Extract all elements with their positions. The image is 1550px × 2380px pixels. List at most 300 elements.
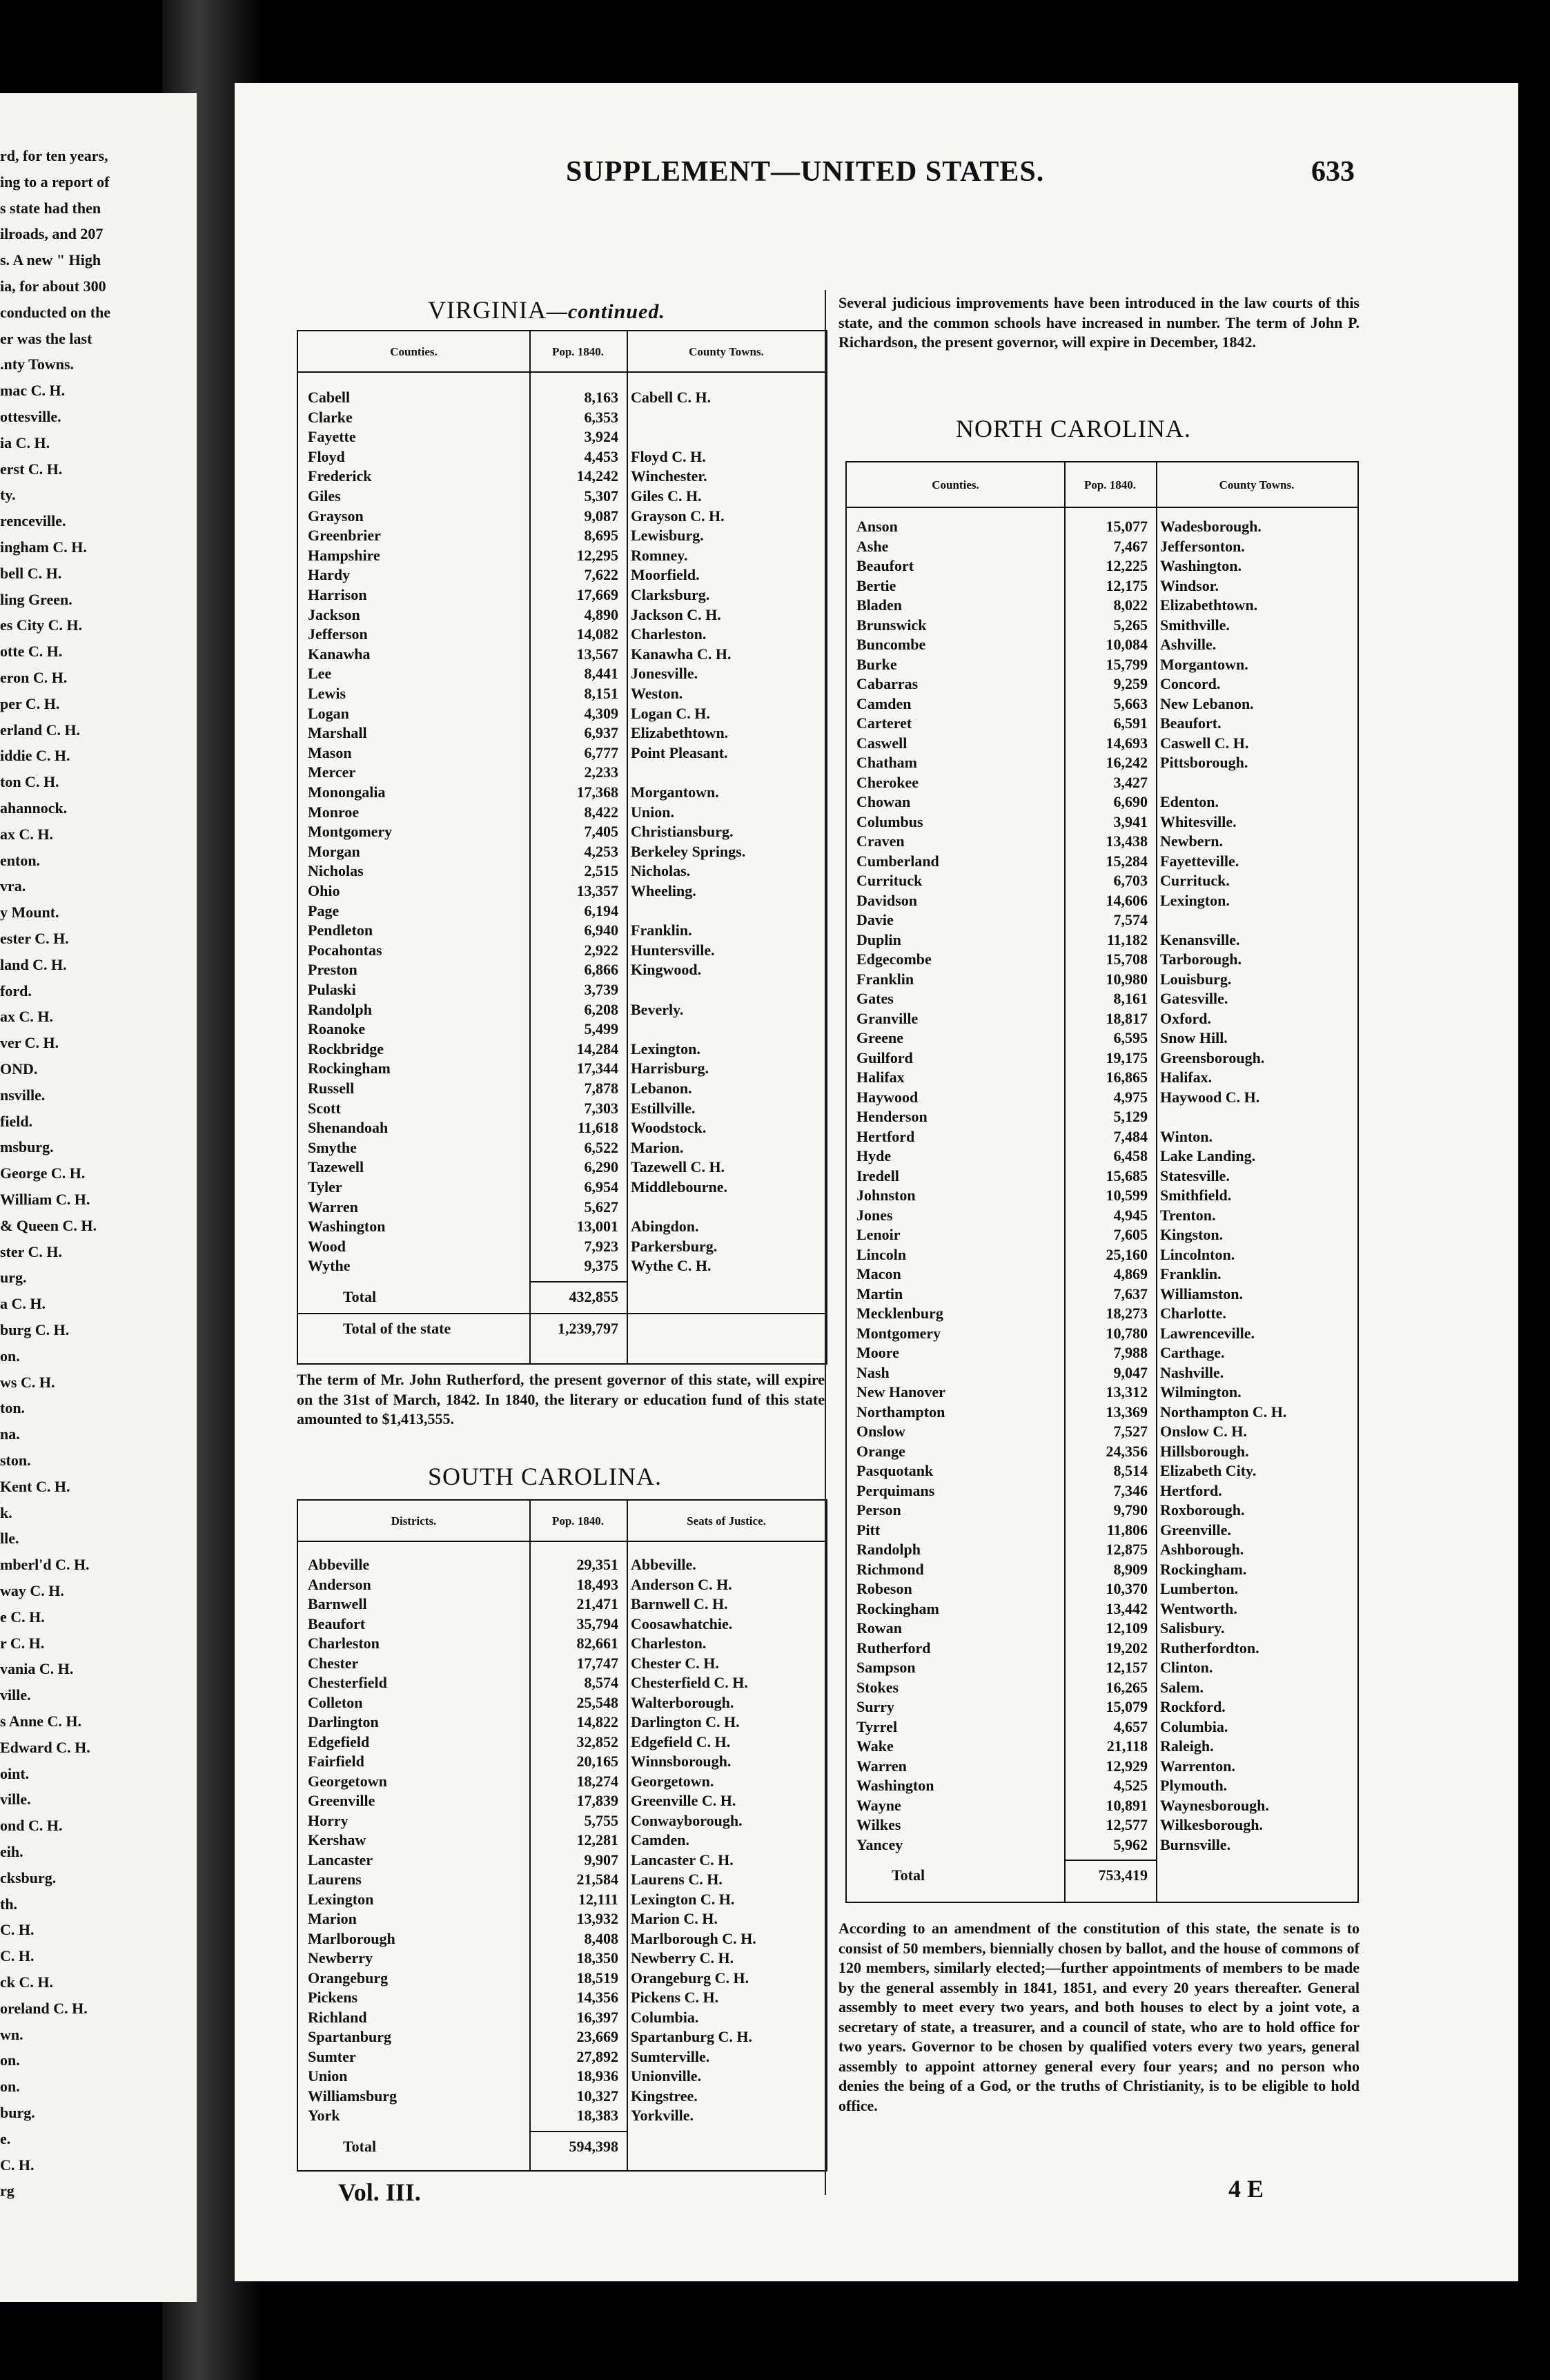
row-name: Bertie xyxy=(856,576,896,594)
row-town: Charleston. xyxy=(631,625,707,643)
row-name: Montgomery xyxy=(308,823,393,841)
row-town: Moorfield. xyxy=(631,566,700,584)
row-town: Marion. xyxy=(631,1138,684,1156)
row-town: Abbeville. xyxy=(631,1556,696,1573)
row-population: 13,357 xyxy=(576,882,618,899)
row-population: 6,290 xyxy=(584,1158,618,1176)
row-population: 23,669 xyxy=(576,2028,618,2045)
row-town: Rockingham. xyxy=(1160,1560,1247,1578)
row-town: Snow Hill. xyxy=(1160,1029,1228,1046)
row-town: Chesterfield C. H. xyxy=(631,1674,748,1691)
row-name: Greene xyxy=(856,1029,904,1046)
top-paragraph: Several judicious improvements have been introduced in the law courts of this state, and the common schools have increased in number. The term of John P. Richardson, the present governor, will expire in December, 1842. xyxy=(838,294,1360,351)
row-town: Winnsborough. xyxy=(631,1753,732,1770)
row-town: Camden. xyxy=(631,1831,689,1849)
row-name: Davidson xyxy=(856,891,918,909)
column-header: Districts. xyxy=(391,1514,437,1528)
virginia-continued: —continued. xyxy=(546,300,665,323)
row-town: Williamston. xyxy=(1160,1285,1244,1303)
row-name: Cherokee xyxy=(856,773,919,791)
row-name: Yancey xyxy=(856,1835,903,1853)
row-town: Salisbury. xyxy=(1160,1619,1225,1637)
prev-page-line: ford. xyxy=(0,982,32,999)
row-name: Lenoir xyxy=(856,1226,901,1243)
prev-page-line: ver C. H. xyxy=(0,1034,59,1052)
row-name: Camden xyxy=(856,694,912,712)
row-population: 12,157 xyxy=(1106,1659,1148,1676)
row-name: Marshall xyxy=(308,724,367,742)
prev-page-line: ton C. H. xyxy=(0,773,59,791)
row-name: Bladen xyxy=(856,596,903,614)
row-town: Union. xyxy=(631,803,674,821)
prev-page-line: msburg. xyxy=(0,1138,54,1156)
row-town: Wheeling. xyxy=(631,882,696,899)
row-population: 13,001 xyxy=(576,1218,618,1236)
row-name: Jackson xyxy=(308,605,360,623)
row-name: Clarke xyxy=(308,408,353,426)
row-town: Halifax. xyxy=(1160,1069,1213,1086)
row-name: Sampson xyxy=(856,1659,916,1676)
total-label: Total xyxy=(343,1288,377,1305)
row-town: Caswell C. H. xyxy=(1160,734,1249,752)
row-population: 10,084 xyxy=(1106,636,1148,653)
prev-page-line: land C. H. xyxy=(0,955,67,973)
row-town: Walterborough. xyxy=(631,1693,734,1711)
row-town: Winchester. xyxy=(631,467,707,485)
row-name: Lincoln xyxy=(856,1245,907,1263)
row-town: Abingdon. xyxy=(631,1218,699,1236)
prev-page-line: urg. xyxy=(0,1269,27,1287)
row-name: Hardy xyxy=(308,566,351,584)
prev-page-line: renceville. xyxy=(0,512,66,530)
prev-page-line: C. H. xyxy=(0,1947,35,1965)
row-name: Marion xyxy=(308,1910,357,1927)
row-name: Rockbridge xyxy=(308,1040,384,1057)
row-population: 6,194 xyxy=(584,901,618,919)
prev-page-line: mberl'd C. H. xyxy=(0,1556,90,1574)
row-town: Charleston. xyxy=(631,1635,707,1652)
prev-page-line: r C. H. xyxy=(0,1634,45,1652)
row-town: Lumberton. xyxy=(1160,1580,1239,1597)
row-name: Colleton xyxy=(308,1693,363,1711)
row-name: Chesterfield xyxy=(308,1674,387,1691)
running-head: SUPPLEMENT—UNITED STATES. xyxy=(566,156,1045,188)
row-town: Newbern. xyxy=(1160,832,1224,850)
row-name: Currituck xyxy=(856,872,923,889)
row-town: Haywood C. H. xyxy=(1160,1088,1260,1106)
signature-mark: 4 E xyxy=(1228,2175,1264,2203)
row-town: Onslow C. H. xyxy=(1160,1423,1247,1440)
row-town: Berkeley Springs. xyxy=(631,842,746,860)
row-population: 6,940 xyxy=(584,921,618,939)
row-name: Kanawha xyxy=(308,645,371,663)
row-population: 12,577 xyxy=(1106,1816,1148,1833)
row-town: Greenville C. H. xyxy=(631,1792,736,1809)
row-population: 6,595 xyxy=(1113,1029,1148,1046)
row-town: Northampton C. H. xyxy=(1160,1403,1287,1421)
column-header: County Towns. xyxy=(689,345,764,358)
prev-page-line: e. xyxy=(0,2129,11,2147)
row-population: 12,111 xyxy=(578,1890,618,1908)
row-name: Chatham xyxy=(856,754,918,771)
row-town: Fayetteville. xyxy=(1160,852,1239,870)
row-population: 19,202 xyxy=(1106,1639,1148,1657)
row-town: Smithfield. xyxy=(1160,1187,1232,1204)
row-population: 8,151 xyxy=(584,685,618,702)
row-town: Edgefield C. H. xyxy=(631,1733,731,1750)
row-town: Jeffersonton. xyxy=(1160,537,1245,555)
row-population: 12,175 xyxy=(1106,576,1148,594)
row-town: Huntersville. xyxy=(631,941,715,959)
row-town: Salem. xyxy=(1160,1678,1204,1696)
row-population: 6,937 xyxy=(584,724,618,742)
row-name: Guilford xyxy=(856,1048,913,1066)
prev-page-line: way C. H. xyxy=(0,1582,64,1599)
row-name: Rockingham xyxy=(856,1599,939,1617)
row-name: Carteret xyxy=(856,714,912,732)
column-header: Seats of Justice. xyxy=(687,1514,766,1528)
row-name: Williamsburg xyxy=(308,2087,398,2105)
row-population: 8,161 xyxy=(1113,990,1148,1007)
row-population: 32,852 xyxy=(576,1733,618,1750)
prev-page-line: enton. xyxy=(0,851,41,869)
row-name: Darlington xyxy=(308,1713,379,1730)
row-population: 7,527 xyxy=(1113,1423,1148,1440)
row-population: 8,909 xyxy=(1113,1560,1148,1578)
total-rule xyxy=(529,2131,627,2132)
row-population: 10,599 xyxy=(1106,1187,1148,1204)
row-population: 3,924 xyxy=(584,428,618,446)
total-rule xyxy=(529,1281,627,1282)
row-population: 5,962 xyxy=(1113,1835,1148,1853)
row-population: 7,574 xyxy=(1113,911,1148,928)
row-name: Page xyxy=(308,901,340,919)
prev-page-line: George C. H. xyxy=(0,1164,86,1182)
row-name: Pendleton xyxy=(308,921,373,939)
row-name: Monroe xyxy=(308,803,360,821)
row-name: Edgecombe xyxy=(856,950,932,968)
row-population: 4,309 xyxy=(584,704,618,722)
row-population: 11,182 xyxy=(1106,930,1148,948)
row-population: 5,499 xyxy=(584,1020,618,1038)
row-town: Grayson C. H. xyxy=(631,507,725,525)
row-town: Oxford. xyxy=(1160,1009,1211,1027)
prev-page-line: ia, for about 300 xyxy=(0,277,106,295)
row-town: Smithville. xyxy=(1160,616,1230,634)
row-name: Lancaster xyxy=(308,1851,373,1869)
row-town: Rutherfordton. xyxy=(1160,1639,1259,1657)
row-population: 18,936 xyxy=(576,2067,618,2085)
row-town: Barnwell C. H. xyxy=(631,1595,728,1612)
row-town: Currituck. xyxy=(1160,872,1230,889)
row-name: Hertford xyxy=(856,1127,915,1145)
row-population: 15,079 xyxy=(1106,1698,1148,1715)
south-carolina-table xyxy=(297,1499,827,2172)
row-town: Lancaster C. H. xyxy=(631,1851,734,1869)
row-name: Preston xyxy=(308,961,357,979)
row-population: 9,087 xyxy=(584,507,618,525)
row-name: Tyrrel xyxy=(856,1717,898,1735)
row-town: Nashville. xyxy=(1160,1363,1224,1381)
prev-page-line: field. xyxy=(0,1112,33,1130)
row-name: Washington xyxy=(308,1218,386,1236)
row-town: Clarksburg. xyxy=(631,586,710,603)
prev-page-line: Kent C. H. xyxy=(0,1477,70,1495)
row-name: Duplin xyxy=(856,930,901,948)
row-town: Winton. xyxy=(1160,1127,1213,1145)
row-population: 12,295 xyxy=(576,546,618,564)
prev-page-line: ing to a report of xyxy=(0,173,110,191)
prev-page-line: lle. xyxy=(0,1530,19,1548)
virginia-title-text: VIRGINIA xyxy=(428,296,547,324)
row-name: Orangeburg xyxy=(308,1969,389,1987)
row-town: Louisburg. xyxy=(1160,970,1232,988)
row-name: Greenville xyxy=(308,1792,375,1809)
prev-page-line: ahannock. xyxy=(0,799,68,817)
row-town: Beverly. xyxy=(631,1000,684,1018)
row-name: Cabarras xyxy=(856,675,919,692)
row-name: Tazewell xyxy=(308,1158,364,1176)
row-town: Carthage. xyxy=(1160,1344,1225,1361)
row-town: Lebanon. xyxy=(631,1080,692,1097)
row-name: Robeson xyxy=(856,1580,912,1597)
row-population: 3,739 xyxy=(584,981,618,998)
row-population: 5,129 xyxy=(1113,1108,1148,1125)
prev-page-line: th. xyxy=(0,1895,18,1913)
row-town: Raleigh. xyxy=(1160,1737,1214,1755)
prev-page-line: ling Green. xyxy=(0,590,72,608)
row-population: 7,878 xyxy=(584,1080,618,1097)
prev-page-line: conducted on the xyxy=(0,303,111,321)
row-town: Harrisburg. xyxy=(631,1060,709,1077)
row-population: 7,346 xyxy=(1113,1481,1148,1499)
row-population: 17,344 xyxy=(576,1060,618,1077)
row-name: Mecklenburg xyxy=(856,1305,943,1322)
prev-page-line: vania C. H. xyxy=(0,1660,74,1678)
prev-page-line: ottesville. xyxy=(0,408,61,425)
row-town: Georgetown. xyxy=(631,1772,714,1790)
row-town: Lexington C. H. xyxy=(631,1890,735,1908)
row-population: 8,514 xyxy=(1113,1462,1148,1479)
row-name: Anderson xyxy=(308,1575,371,1593)
row-population: 17,368 xyxy=(576,783,618,801)
prev-page-line: ton. xyxy=(0,1399,26,1417)
row-name: Edgefield xyxy=(308,1733,370,1750)
prev-page-line: s state had then xyxy=(0,199,101,217)
row-name: Person xyxy=(856,1501,901,1519)
prev-page-line: rd, for ten years, xyxy=(0,147,108,164)
row-population: 15,799 xyxy=(1106,655,1148,673)
row-name: Richmond xyxy=(856,1560,924,1578)
prev-page-line: oreland C. H. xyxy=(0,1999,88,2017)
row-population: 18,817 xyxy=(1106,1009,1148,1027)
row-population: 20,165 xyxy=(576,1753,618,1770)
row-population: 6,353 xyxy=(584,408,618,426)
row-name: Scott xyxy=(308,1099,341,1117)
column-header: Counties. xyxy=(932,478,979,491)
prev-page-line: erland C. H. xyxy=(0,721,81,739)
row-town: Columbia. xyxy=(631,2008,699,2026)
row-population: 10,980 xyxy=(1106,970,1148,988)
row-population: 4,890 xyxy=(584,605,618,623)
row-name: Caswell xyxy=(856,734,908,752)
row-population: 3,427 xyxy=(1113,773,1148,791)
row-town: Pickens C. H. xyxy=(631,1989,719,2006)
row-population: 4,869 xyxy=(1113,1265,1148,1282)
column-header: County Towns. xyxy=(1219,478,1295,491)
row-population: 10,780 xyxy=(1106,1324,1148,1342)
prev-page-line: bell C. H. xyxy=(0,564,62,582)
column-header: Pop. 1840. xyxy=(551,345,605,358)
page-number: 633 xyxy=(1311,156,1355,188)
row-population: 13,369 xyxy=(1106,1403,1148,1421)
row-town: Windsor. xyxy=(1160,576,1219,594)
prev-page-line: k. xyxy=(0,1503,12,1521)
row-name: Nash xyxy=(856,1363,890,1381)
row-population: 16,265 xyxy=(1106,1678,1148,1696)
row-town: Christiansburg. xyxy=(631,823,734,841)
prev-page-line: ws C. H. xyxy=(0,1373,55,1391)
row-population: 6,690 xyxy=(1113,793,1148,810)
row-population: 18,274 xyxy=(576,1772,618,1790)
prev-page-line: ester C. H. xyxy=(0,930,69,947)
row-town: Kingston. xyxy=(1160,1226,1224,1243)
prev-page-line: .nty Towns. xyxy=(0,355,75,373)
row-population: 8,441 xyxy=(584,665,618,683)
row-town: Kenansville. xyxy=(1160,930,1240,948)
row-name: Newberry xyxy=(308,1949,373,1967)
prev-page-line: ster C. H. xyxy=(0,1242,63,1260)
total-label: Total xyxy=(343,2137,377,2155)
prev-page-line: nsville. xyxy=(0,1086,46,1104)
row-town: Morgantown. xyxy=(1160,655,1248,673)
row-population: 6,703 xyxy=(1113,872,1148,889)
row-population: 13,312 xyxy=(1106,1383,1148,1401)
row-name: Pulaski xyxy=(308,981,356,998)
row-name: Marlborough xyxy=(308,1929,395,1947)
total-value: 432,855 xyxy=(569,1288,618,1305)
row-town: Ashborough. xyxy=(1160,1541,1244,1558)
row-name: Monongalia xyxy=(308,783,386,801)
row-population: 17,747 xyxy=(576,1654,618,1672)
row-name: Nicholas xyxy=(308,862,364,880)
prev-page-line: C. H. xyxy=(0,2156,35,2174)
row-name: Hampshire xyxy=(308,546,380,564)
row-name: Barnwell xyxy=(308,1595,367,1612)
row-town: Lawrenceville. xyxy=(1160,1324,1255,1342)
row-name: Kershaw xyxy=(308,1831,366,1849)
row-name: Henderson xyxy=(856,1108,928,1125)
row-name: Rockingham xyxy=(308,1060,391,1077)
row-name: Tyler xyxy=(308,1178,342,1196)
prev-page-line: es City C. H. xyxy=(0,616,83,634)
row-name: Roanoke xyxy=(308,1020,366,1038)
row-name: Pasquotank xyxy=(856,1462,934,1479)
prev-page-line: C. H. xyxy=(0,1921,35,1939)
row-name: Laurens xyxy=(308,1871,362,1888)
row-name: Chowan xyxy=(856,793,911,810)
row-population: 6,777 xyxy=(584,743,618,761)
row-name: Pocahontas xyxy=(308,941,382,959)
row-name: Randolph xyxy=(308,1000,372,1018)
row-name: Greenbrier xyxy=(308,527,381,545)
row-town: Wadesborough. xyxy=(1160,518,1262,535)
row-name: Chester xyxy=(308,1654,359,1672)
row-population: 13,932 xyxy=(576,1910,618,1927)
row-population: 8,695 xyxy=(584,527,618,545)
row-name: Giles xyxy=(308,487,341,505)
row-population: 16,397 xyxy=(576,2008,618,2026)
row-name: Wayne xyxy=(856,1796,901,1814)
row-population: 4,975 xyxy=(1113,1088,1148,1106)
row-population: 7,923 xyxy=(584,1237,618,1255)
row-population: 7,622 xyxy=(584,566,618,584)
prev-page-line: otte C. H. xyxy=(0,643,63,661)
row-population: 9,047 xyxy=(1113,1363,1148,1381)
prev-page-line: s Anne C. H. xyxy=(0,1713,81,1730)
row-name: Richland xyxy=(308,2008,367,2026)
state-total-rule xyxy=(298,1313,826,1314)
row-name: Montgomery xyxy=(856,1324,941,1342)
row-town: Yorkville. xyxy=(631,2107,694,2124)
prev-page-line: e C. H. xyxy=(0,1608,45,1626)
row-population: 11,618 xyxy=(577,1119,618,1137)
prev-page-line: OND. xyxy=(0,1060,38,1077)
row-population: 10,327 xyxy=(576,2087,618,2105)
row-name: New Hanover xyxy=(856,1383,945,1401)
row-town: Wentworth. xyxy=(1160,1599,1237,1617)
row-population: 21,118 xyxy=(1106,1737,1148,1755)
row-name: Jefferson xyxy=(308,625,368,643)
previous-page-edge xyxy=(0,93,197,2302)
row-population: 17,839 xyxy=(576,1792,618,1809)
row-population: 14,242 xyxy=(576,467,618,485)
total-rule xyxy=(1064,1860,1156,1861)
row-population: 24,356 xyxy=(1106,1442,1148,1460)
row-population: 5,755 xyxy=(584,1811,618,1829)
row-population: 8,408 xyxy=(584,1929,618,1947)
row-population: 8,422 xyxy=(584,803,618,821)
row-name: Craven xyxy=(856,832,905,850)
column-divider xyxy=(627,1501,628,2170)
prev-page-line: cksburg. xyxy=(0,1869,57,1886)
row-town: Lewisburg. xyxy=(631,527,704,545)
row-population: 25,160 xyxy=(1106,1245,1148,1263)
row-town: Jonesville. xyxy=(631,665,698,683)
row-population: 15,685 xyxy=(1106,1167,1148,1184)
virginia-title xyxy=(428,295,665,324)
row-town: Beaufort. xyxy=(1160,714,1222,732)
row-population: 2,233 xyxy=(584,763,618,781)
row-town: Washington. xyxy=(1160,557,1242,574)
row-town: Marion C. H. xyxy=(631,1910,718,1927)
row-population: 4,253 xyxy=(584,842,618,860)
row-name: Lexington xyxy=(308,1890,374,1908)
row-population: 2,515 xyxy=(584,862,618,880)
row-town: Whitesville. xyxy=(1160,812,1237,830)
column-header: Counties. xyxy=(390,345,438,358)
prev-page-line: Edward C. H. xyxy=(0,1738,90,1756)
row-town: Weston. xyxy=(631,685,683,702)
row-population: 27,892 xyxy=(576,2047,618,2065)
row-name: Beaufort xyxy=(856,557,914,574)
row-name: Brunswick xyxy=(856,616,927,634)
row-name: Halifax xyxy=(856,1069,905,1086)
row-name: Onslow xyxy=(856,1423,905,1440)
prev-page-line: ilroads, and 207 xyxy=(0,225,104,243)
row-town: Marlborough C. H. xyxy=(631,1929,756,1947)
row-name: Fayette xyxy=(308,428,356,446)
